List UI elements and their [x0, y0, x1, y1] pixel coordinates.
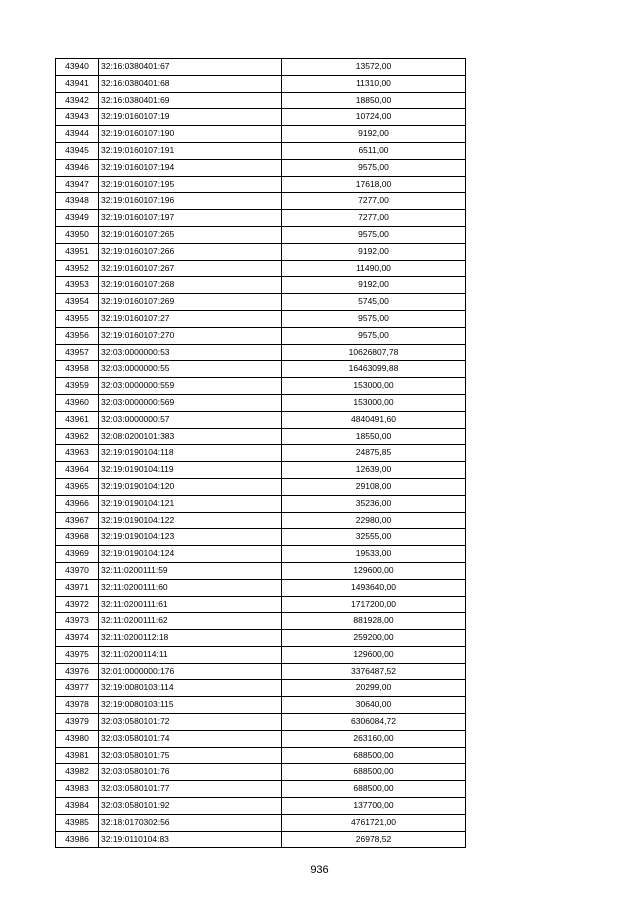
- row-number-cell: 43942: [56, 92, 99, 109]
- row-number-cell: 43953: [56, 277, 99, 294]
- value-cell: 1493640,00: [282, 579, 466, 596]
- cadastral-number-cell: 32:19:0160107:196: [99, 193, 282, 210]
- table-row: [56, 445, 466, 462]
- cadastral-number-cell: 32:03:0000000:55: [99, 361, 282, 378]
- cadastral-number-cell: 32:19:0190104:124: [99, 546, 282, 563]
- value-cell: 26978,52: [282, 831, 466, 848]
- value-cell: 129600,00: [282, 562, 466, 579]
- value-cell: 4761721,00: [282, 814, 466, 831]
- table-row: [56, 495, 466, 512]
- cadastral-number-cell: 32:19:0160107:267: [99, 260, 282, 277]
- table-row: [56, 310, 466, 327]
- table-row: [56, 277, 466, 294]
- cadastral-number-cell: 32:19:0160107:19: [99, 109, 282, 126]
- cadastral-number-cell: 32:11:0200111:59: [99, 562, 282, 579]
- table-row: [56, 764, 466, 781]
- table-row: [56, 176, 466, 193]
- cadastral-number-cell: 32:19:0160107:27: [99, 310, 282, 327]
- value-cell: 30640,00: [282, 697, 466, 714]
- cadastral-number-cell: 32:11:0200112:18: [99, 630, 282, 647]
- value-cell: 129600,00: [282, 646, 466, 663]
- value-cell: 4840491,60: [282, 411, 466, 428]
- row-number-cell: 43975: [56, 646, 99, 663]
- value-cell: 19533,00: [282, 546, 466, 563]
- table-row: [56, 613, 466, 630]
- value-cell: 688500,00: [282, 747, 466, 764]
- value-cell: 259200,00: [282, 630, 466, 647]
- cadastral-number-cell: 32:03:0000000:569: [99, 394, 282, 411]
- row-number-cell: 43961: [56, 411, 99, 428]
- value-cell: 13572,00: [282, 59, 466, 76]
- value-cell: 18850,00: [282, 92, 466, 109]
- cadastral-number-cell: 32:19:0080103:114: [99, 680, 282, 697]
- row-number-cell: 43974: [56, 630, 99, 647]
- cadastral-number-cell: 32:03:0580101:72: [99, 714, 282, 731]
- cadastral-number-cell: 32:19:0110104:83: [99, 831, 282, 848]
- cadastral-number-cell: 32:19:0190104:121: [99, 495, 282, 512]
- value-cell: 1717200,00: [282, 596, 466, 613]
- cadastral-number-cell: 32:19:0160107:197: [99, 210, 282, 227]
- value-cell: 688500,00: [282, 781, 466, 798]
- cadastral-number-cell: 32:19:0160107:190: [99, 126, 282, 143]
- value-cell: 12639,00: [282, 462, 466, 479]
- value-cell: 9575,00: [282, 327, 466, 344]
- row-number-cell: 43941: [56, 75, 99, 92]
- table-row: [56, 210, 466, 227]
- cadastral-number-cell: 32:03:0580101:92: [99, 798, 282, 815]
- value-cell: 9575,00: [282, 226, 466, 243]
- cadastral-number-cell: 32:19:0190104:122: [99, 512, 282, 529]
- value-cell: 9575,00: [282, 310, 466, 327]
- value-cell: 153000,00: [282, 394, 466, 411]
- table-row: [56, 193, 466, 210]
- cadastral-number-cell: 32:19:0160107:195: [99, 176, 282, 193]
- row-number-cell: 43971: [56, 579, 99, 596]
- value-cell: 10626807,78: [282, 344, 466, 361]
- row-number-cell: 43951: [56, 243, 99, 260]
- table-row: [56, 394, 466, 411]
- cadastral-number-cell: 32:03:0000000:53: [99, 344, 282, 361]
- row-number-cell: 43944: [56, 126, 99, 143]
- table-row: [56, 579, 466, 596]
- cadastral-number-cell: 32:19:0160107:266: [99, 243, 282, 260]
- value-cell: 32555,00: [282, 529, 466, 546]
- cadastral-number-cell: 32:03:0000000:57: [99, 411, 282, 428]
- row-number-cell: 43956: [56, 327, 99, 344]
- table-row: [56, 730, 466, 747]
- cadastral-number-cell: 32:18:0170302:56: [99, 814, 282, 831]
- value-cell: 35236,00: [282, 495, 466, 512]
- row-number-cell: 43972: [56, 596, 99, 613]
- row-number-cell: 43948: [56, 193, 99, 210]
- table-row: [56, 92, 466, 109]
- table-row: [56, 697, 466, 714]
- value-cell: 688500,00: [282, 764, 466, 781]
- cadastral-number-cell: 32:16:0380401:68: [99, 75, 282, 92]
- table-row: [56, 714, 466, 731]
- value-cell: 18550,00: [282, 428, 466, 445]
- cadastral-number-cell: 32:19:0190104:119: [99, 462, 282, 479]
- table-row: [56, 142, 466, 159]
- row-number-cell: 43963: [56, 445, 99, 462]
- row-number-cell: 43969: [56, 546, 99, 563]
- cadastral-number-cell: 32:19:0160107:191: [99, 142, 282, 159]
- value-cell: 9192,00: [282, 243, 466, 260]
- value-cell: 3376487,52: [282, 663, 466, 680]
- table-row: [56, 361, 466, 378]
- table-body: [56, 59, 466, 848]
- cadastral-number-cell: 32:11:0200114:11: [99, 646, 282, 663]
- row-number-cell: 43981: [56, 747, 99, 764]
- value-cell: 137700,00: [282, 798, 466, 815]
- value-cell: 263160,00: [282, 730, 466, 747]
- table-row: [56, 243, 466, 260]
- row-number-cell: 43966: [56, 495, 99, 512]
- value-cell: 881928,00: [282, 613, 466, 630]
- value-cell: 9575,00: [282, 159, 466, 176]
- table-row: [56, 344, 466, 361]
- table-row: [56, 411, 466, 428]
- value-cell: 9192,00: [282, 277, 466, 294]
- value-cell: 10724,00: [282, 109, 466, 126]
- cadastral-number-cell: 32:11:0200111:60: [99, 579, 282, 596]
- cadastral-number-cell: 32:03:0580101:76: [99, 764, 282, 781]
- cadastral-value-table: [55, 58, 466, 848]
- value-cell: 6306084,72: [282, 714, 466, 731]
- row-number-cell: 43982: [56, 764, 99, 781]
- table-row: [56, 462, 466, 479]
- cadastral-number-cell: 32:03:0580101:77: [99, 781, 282, 798]
- row-number-cell: 43980: [56, 730, 99, 747]
- row-number-cell: 43978: [56, 697, 99, 714]
- cadastral-number-cell: 32:19:0160107:269: [99, 294, 282, 311]
- value-cell: 7277,00: [282, 193, 466, 210]
- table-row: [56, 814, 466, 831]
- table-row: [56, 546, 466, 563]
- row-number-cell: 43952: [56, 260, 99, 277]
- row-number-cell: 43958: [56, 361, 99, 378]
- cadastral-number-cell: 32:11:0200111:61: [99, 596, 282, 613]
- table-row: [56, 159, 466, 176]
- value-cell: 24875,85: [282, 445, 466, 462]
- table-row: [56, 226, 466, 243]
- table-row: [56, 630, 466, 647]
- row-number-cell: 43984: [56, 798, 99, 815]
- value-cell: 6511,00: [282, 142, 466, 159]
- table-row: [56, 646, 466, 663]
- row-number-cell: 43945: [56, 142, 99, 159]
- table-row: [56, 294, 466, 311]
- cadastral-number-cell: 32:19:0160107:270: [99, 327, 282, 344]
- row-number-cell: 43959: [56, 378, 99, 395]
- cadastral-number-cell: 32:08:0200101:383: [99, 428, 282, 445]
- row-number-cell: 43977: [56, 680, 99, 697]
- value-cell: 29108,00: [282, 478, 466, 495]
- value-cell: 9192,00: [282, 126, 466, 143]
- cadastral-number-cell: 32:03:0000000:559: [99, 378, 282, 395]
- table-row: [56, 529, 466, 546]
- cadastral-number-cell: 32:19:0080103:115: [99, 697, 282, 714]
- table-row: [56, 478, 466, 495]
- table-row: [56, 327, 466, 344]
- cadastral-number-cell: 32:11:0200111:62: [99, 613, 282, 630]
- row-number-cell: 43957: [56, 344, 99, 361]
- row-number-cell: 43947: [56, 176, 99, 193]
- table-row: [56, 260, 466, 277]
- row-number-cell: 43940: [56, 59, 99, 76]
- cadastral-number-cell: 32:16:0380401:69: [99, 92, 282, 109]
- row-number-cell: 43968: [56, 529, 99, 546]
- value-cell: 11310,00: [282, 75, 466, 92]
- cadastral-number-cell: 32:19:0160107:265: [99, 226, 282, 243]
- value-cell: 11490,00: [282, 260, 466, 277]
- row-number-cell: 43976: [56, 663, 99, 680]
- table-row: [56, 562, 466, 579]
- row-number-cell: 43970: [56, 562, 99, 579]
- value-cell: 16463099,88: [282, 361, 466, 378]
- page-number: 936: [310, 864, 329, 876]
- cadastral-number-cell: 32:03:0580101:74: [99, 730, 282, 747]
- value-cell: 5745,00: [282, 294, 466, 311]
- table-row: [56, 596, 466, 613]
- table-row: [56, 747, 466, 764]
- row-number-cell: 43979: [56, 714, 99, 731]
- table-row: [56, 798, 466, 815]
- cadastral-number-cell: 32:03:0580101:75: [99, 747, 282, 764]
- table-row: [56, 109, 466, 126]
- cadastral-number-cell: 32:19:0160107:194: [99, 159, 282, 176]
- table-row: [56, 831, 466, 848]
- row-number-cell: 43962: [56, 428, 99, 445]
- value-cell: 153000,00: [282, 378, 466, 395]
- row-number-cell: 43986: [56, 831, 99, 848]
- table-row: [56, 378, 466, 395]
- table-row: [56, 75, 466, 92]
- cadastral-number-cell: 32:19:0160107:268: [99, 277, 282, 294]
- row-number-cell: 43985: [56, 814, 99, 831]
- row-number-cell: 43949: [56, 210, 99, 227]
- row-number-cell: 43967: [56, 512, 99, 529]
- row-number-cell: 43983: [56, 781, 99, 798]
- row-number-cell: 43954: [56, 294, 99, 311]
- cadastral-number-cell: 32:19:0190104:120: [99, 478, 282, 495]
- row-number-cell: 43973: [56, 613, 99, 630]
- table-row: [56, 663, 466, 680]
- table-row: [56, 680, 466, 697]
- table-row: [56, 781, 466, 798]
- row-number-cell: 43965: [56, 478, 99, 495]
- table-row: [56, 59, 466, 76]
- value-cell: 20299,00: [282, 680, 466, 697]
- row-number-cell: 43950: [56, 226, 99, 243]
- table-row: [56, 126, 466, 143]
- cadastral-number-cell: 32:01:0000000:176: [99, 663, 282, 680]
- value-cell: 22980,00: [282, 512, 466, 529]
- row-number-cell: 43955: [56, 310, 99, 327]
- value-cell: 17618,00: [282, 176, 466, 193]
- cadastral-number-cell: 32:19:0190104:123: [99, 529, 282, 546]
- row-number-cell: 43964: [56, 462, 99, 479]
- cadastral-number-cell: 32:19:0190104:118: [99, 445, 282, 462]
- cadastral-number-cell: 32:16:0380401:67: [99, 59, 282, 76]
- value-cell: 7277,00: [282, 210, 466, 227]
- table-row: [56, 512, 466, 529]
- row-number-cell: 43960: [56, 394, 99, 411]
- table-row: [56, 428, 466, 445]
- row-number-cell: 43946: [56, 159, 99, 176]
- row-number-cell: 43943: [56, 109, 99, 126]
